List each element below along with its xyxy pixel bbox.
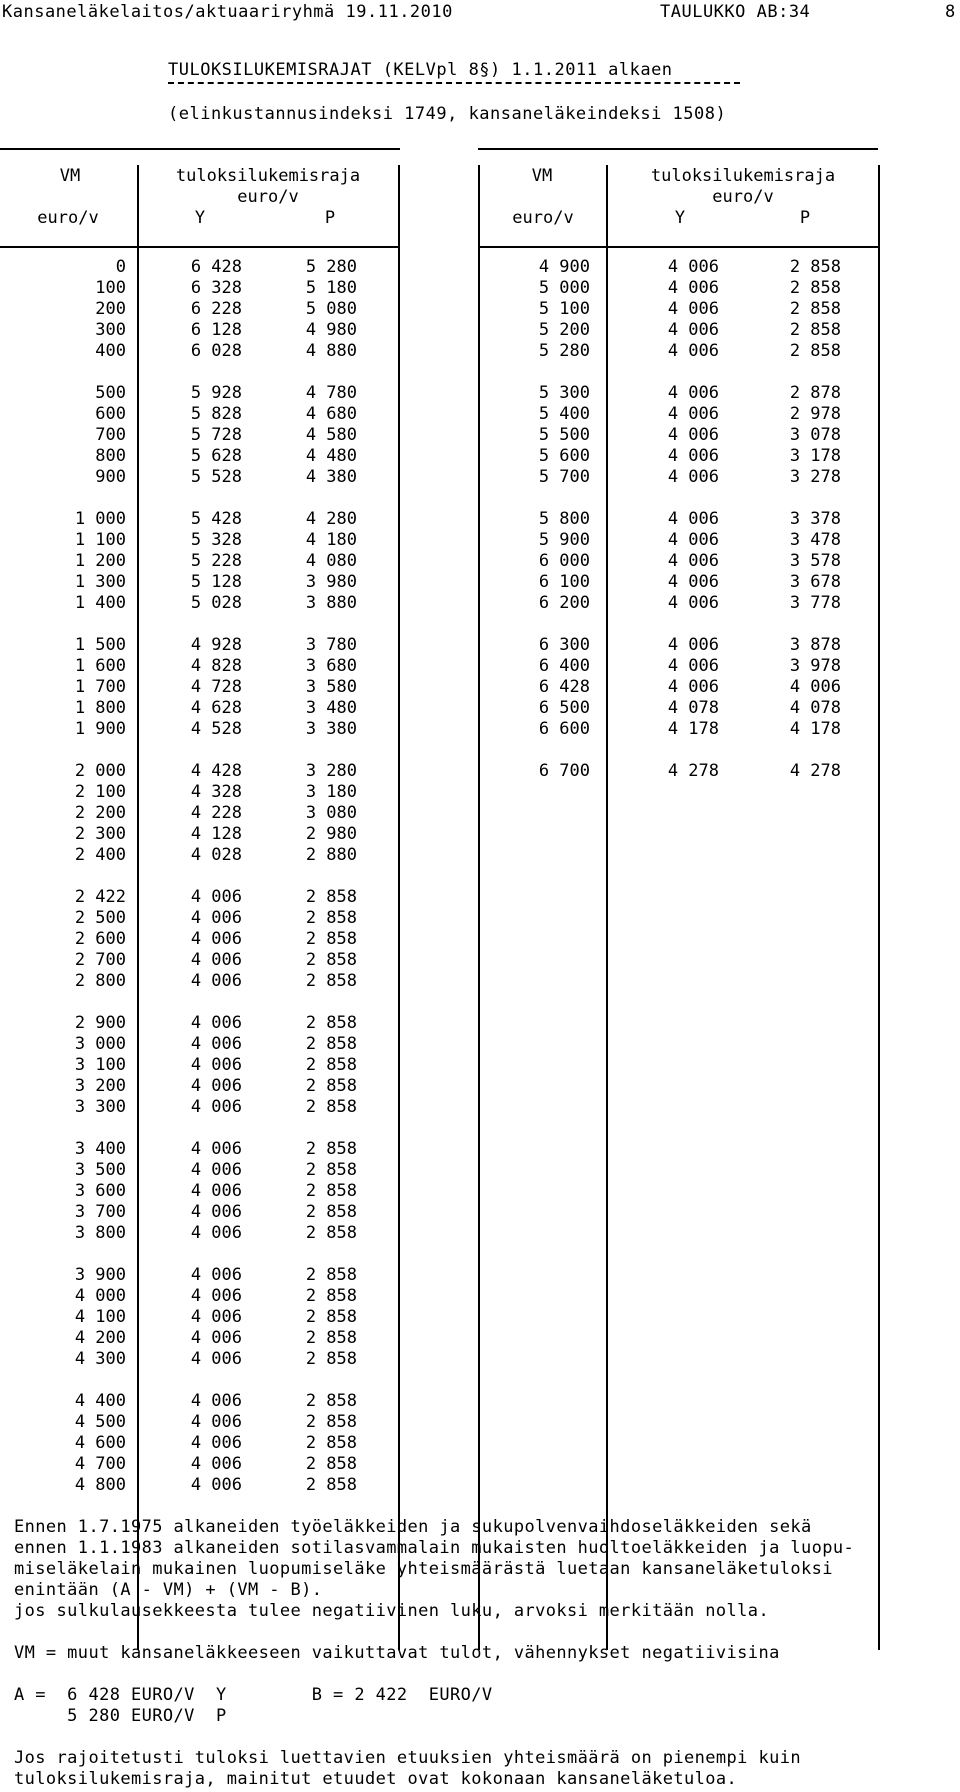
table-cell: 3 780 <box>305 635 357 655</box>
table-cell: 2 858 <box>305 1433 357 1453</box>
table-cell: 4 006 <box>190 1328 242 1348</box>
table-cell: 4 006 <box>190 1223 242 1243</box>
table-cell: 3 900 <box>74 1265 126 1285</box>
table-cell: 4 006 <box>667 404 719 424</box>
table-cell: 2 978 <box>789 404 841 424</box>
table-cell: 5 000 <box>538 278 590 298</box>
table-cell: 2 858 <box>305 1160 357 1180</box>
left-header-raja: tuloksilukemisraja <box>175 166 361 186</box>
table-cell: 2 700 <box>74 950 126 970</box>
left-header-unit: euro/v <box>237 187 299 207</box>
table-cell: 2 858 <box>305 1475 357 1495</box>
table-cell: 5 080 <box>305 299 357 319</box>
table-cell: 1 000 <box>74 509 126 529</box>
table-cell: 4 006 <box>190 1307 242 1327</box>
table-cell: 3 280 <box>305 761 357 781</box>
table-cell: 3 100 <box>74 1055 126 1075</box>
table-cell: 4 180 <box>305 530 357 550</box>
left-header-y: Y <box>194 208 206 228</box>
right-header-raja: tuloksilukemisraja <box>650 166 836 186</box>
table-cell: 2 858 <box>305 1076 357 1096</box>
table-cell: 5 700 <box>538 467 590 487</box>
table-cell: 5 928 <box>190 383 242 403</box>
table-cell: 4 006 <box>667 320 719 340</box>
table-cell: 3 600 <box>74 1181 126 1201</box>
table-cell: 4 078 <box>789 698 841 718</box>
table-cell: 4 800 <box>74 1475 126 1495</box>
table-cell: 2 858 <box>305 1265 357 1285</box>
table-cell: 2 880 <box>305 845 357 865</box>
table-cell: 4 828 <box>190 656 242 676</box>
table-cell: 5 228 <box>190 551 242 571</box>
table-cell: 4 006 <box>190 1391 242 1411</box>
table-cell: 2 858 <box>789 320 841 340</box>
table-cell: 4 006 <box>190 1034 242 1054</box>
table-cell: 2 858 <box>305 1454 357 1474</box>
table-cell: 2 858 <box>305 1307 357 1327</box>
right-col-divider-1 <box>606 165 608 1650</box>
table-cell: 300 <box>95 320 126 340</box>
left-col-divider-2 <box>398 165 400 1650</box>
table-cell: 3 400 <box>74 1139 126 1159</box>
table-cell: 4 006 <box>667 278 719 298</box>
table-cell: 4 006 <box>190 929 242 949</box>
table-cell: 4 006 <box>667 425 719 445</box>
table-cell: 2 858 <box>305 1391 357 1411</box>
table-cell: 2 858 <box>305 1013 357 1033</box>
right-header-y: Y <box>674 208 686 228</box>
table-cell: 4 006 <box>190 1055 242 1075</box>
table-cell: 2 858 <box>305 1034 357 1054</box>
table-cell: 4 006 <box>667 299 719 319</box>
table-cell: 5 280 <box>305 257 357 277</box>
table-cell: 3 680 <box>305 656 357 676</box>
table-cell: 6 428 <box>538 677 590 697</box>
table-cell: 2 858 <box>305 1328 357 1348</box>
table-cell: 4 780 <box>305 383 357 403</box>
table-cell: 2 980 <box>305 824 357 844</box>
table-cell: 2 200 <box>74 803 126 823</box>
table-cell: 4 280 <box>305 509 357 529</box>
table-cell: 3 800 <box>74 1223 126 1243</box>
table-cell: 4 006 <box>667 677 719 697</box>
table-cell: 3 980 <box>305 572 357 592</box>
table-cell: 1 200 <box>74 551 126 571</box>
table-cell: 1 600 <box>74 656 126 676</box>
table-cell: 4 400 <box>74 1391 126 1411</box>
table-cell: 6 300 <box>538 635 590 655</box>
table-cell: 200 <box>95 299 126 319</box>
right-header-vm: VM <box>531 166 553 186</box>
table-cell: 4 006 <box>667 257 719 277</box>
table-cell: 4 006 <box>667 656 719 676</box>
table-cell: 2 600 <box>74 929 126 949</box>
table-cell: 6 000 <box>538 551 590 571</box>
table-cell: 1 500 <box>74 635 126 655</box>
table-cell: 6 428 <box>190 257 242 277</box>
table-cell: 0 <box>115 257 126 277</box>
table-cell: 4 480 <box>305 446 357 466</box>
table-cell: 4 006 <box>190 1433 242 1453</box>
table-cell: 6 400 <box>538 656 590 676</box>
table-cell: 4 278 <box>789 761 841 781</box>
table-cell: 5 100 <box>538 299 590 319</box>
table-cell: 4 006 <box>667 572 719 592</box>
table-cell: 2 400 <box>74 845 126 865</box>
vm-definition: VM = muut kansaneläkkeeseen vaikuttavat tulot, vähennykset negatiivisina <box>14 1643 780 1663</box>
table-cell: 2 858 <box>789 341 841 361</box>
right-table-top-line <box>478 148 878 150</box>
table-cell: 3 580 <box>305 677 357 697</box>
left-col-divider-1 <box>137 165 139 1650</box>
table-cell: 4 228 <box>190 803 242 823</box>
table-cell: 1 800 <box>74 698 126 718</box>
note-line: Jos rajoitetusti tuloksi luettavien etuuksien yhteismäärä on pienempi kuin <box>14 1748 801 1768</box>
table-cell: 2 858 <box>789 299 841 319</box>
table-cell: 4 006 <box>667 509 719 529</box>
table-cell: 2 858 <box>305 1412 357 1432</box>
table-cell: 3 000 <box>74 1034 126 1054</box>
table-cell: 900 <box>95 467 126 487</box>
left-header-vm-unit: euro/v <box>37 208 99 228</box>
table-cell: 3 978 <box>789 656 841 676</box>
right-table-header-line <box>478 246 878 248</box>
table-cell: 4 006 <box>190 1076 242 1096</box>
table-cell: 4 006 <box>190 1454 242 1474</box>
table-cell: 3 678 <box>789 572 841 592</box>
a-b-values-line-1: A = 6 428 EURO/V Y B = 2 422 EURO/V <box>14 1685 493 1705</box>
table-cell: 4 006 <box>667 551 719 571</box>
table-cell: 5 900 <box>538 530 590 550</box>
table-cell: 3 778 <box>789 593 841 613</box>
table-cell: 3 378 <box>789 509 841 529</box>
table-cell: 5 800 <box>538 509 590 529</box>
table-cell: 4 006 <box>190 950 242 970</box>
note-line: tuloksilukemisraja, mainitut etuudet ovat kokonaan kansaneläketuloa. <box>14 1769 738 1789</box>
table-cell: 2 858 <box>305 1349 357 1369</box>
table-cell: 5 180 <box>305 278 357 298</box>
table-cell: 1 900 <box>74 719 126 739</box>
left-table-top-line <box>0 148 400 150</box>
table-cell: 4 328 <box>190 782 242 802</box>
table-cell: 3 478 <box>789 530 841 550</box>
right-header-p: P <box>799 208 811 228</box>
table-cell: 500 <box>95 383 126 403</box>
table-cell: 4 200 <box>74 1328 126 1348</box>
table-cell: 4 006 <box>667 530 719 550</box>
table-cell: 4 078 <box>667 698 719 718</box>
table-cell: 400 <box>95 341 126 361</box>
table-cell: 4 278 <box>667 761 719 781</box>
table-cell: 2 858 <box>305 1202 357 1222</box>
table-cell: 4 428 <box>190 761 242 781</box>
table-cell: 100 <box>95 278 126 298</box>
table-cell: 4 528 <box>190 719 242 739</box>
table-cell: 4 006 <box>190 1286 242 1306</box>
page-number: 8 <box>945 2 956 22</box>
table-cell: 2 858 <box>789 257 841 277</box>
table-cell: 5 328 <box>190 530 242 550</box>
table-cell: 4 006 <box>190 1265 242 1285</box>
table-cell: 2 858 <box>305 1055 357 1075</box>
table-cell: 2 858 <box>305 1139 357 1159</box>
table-cell: 2 878 <box>789 383 841 403</box>
table-cell: 4 128 <box>190 824 242 844</box>
table-cell: 6 600 <box>538 719 590 739</box>
table-cell: 5 728 <box>190 425 242 445</box>
table-cell: 4 006 <box>190 1412 242 1432</box>
table-cell: 2 300 <box>74 824 126 844</box>
table-cell: 4 028 <box>190 845 242 865</box>
table-cell: 3 700 <box>74 1202 126 1222</box>
note-line: jos sulkulausekkeesta tulee negatiivinen luku, arvoksi merkitään nolla. <box>14 1601 770 1621</box>
page-subtitle: (elinkustannusindeksi 1749, kansaneläkeindeksi 1508) <box>168 104 727 124</box>
table-cell: 4 680 <box>305 404 357 424</box>
table-cell: 2 858 <box>305 1181 357 1201</box>
table-cell: 4 006 <box>190 1097 242 1117</box>
table-cell: 4 380 <box>305 467 357 487</box>
table-cell: 4 006 <box>190 908 242 928</box>
table-cell: 2 422 <box>74 887 126 907</box>
table-cell: 4 300 <box>74 1349 126 1369</box>
note-line: ennen 1.1.1983 alkaneiden sotilasvammalain mukaisten huoltoeläkkeiden ja luopu- <box>14 1538 855 1558</box>
table-cell: 4 900 <box>538 257 590 277</box>
right-header-vm-unit: euro/v <box>512 208 574 228</box>
table-cell: 3 200 <box>74 1076 126 1096</box>
table-cell: 4 980 <box>305 320 357 340</box>
table-cell: 2 858 <box>305 971 357 991</box>
table-number: TAULUKKO AB:34 <box>660 2 811 22</box>
table-cell: 3 578 <box>789 551 841 571</box>
table-cell: 5 200 <box>538 320 590 340</box>
table-cell: 4 080 <box>305 551 357 571</box>
table-cell: 4 500 <box>74 1412 126 1432</box>
table-cell: 2 858 <box>305 887 357 907</box>
table-cell: 2 900 <box>74 1013 126 1033</box>
table-cell: 4 178 <box>667 719 719 739</box>
table-cell: 6 228 <box>190 299 242 319</box>
table-cell: 4 006 <box>190 1139 242 1159</box>
table-cell: 3 078 <box>789 425 841 445</box>
left-table-header-line <box>0 246 400 248</box>
table-cell: 3 178 <box>789 446 841 466</box>
table-cell: 4 600 <box>74 1433 126 1453</box>
table-cell: 4 928 <box>190 635 242 655</box>
table-cell: 5 600 <box>538 446 590 466</box>
table-cell: 5 500 <box>538 425 590 445</box>
table-cell: 2 000 <box>74 761 126 781</box>
right-col-divider-2 <box>878 165 880 1650</box>
table-cell: 4 006 <box>667 383 719 403</box>
table-cell: 1 300 <box>74 572 126 592</box>
table-cell: 2 858 <box>305 929 357 949</box>
table-cell: 4 006 <box>667 635 719 655</box>
table-cell: 5 300 <box>538 383 590 403</box>
table-cell: 2 858 <box>305 950 357 970</box>
table-cell: 1 400 <box>74 593 126 613</box>
right-header-unit: euro/v <box>712 187 774 207</box>
table-cell: 3 180 <box>305 782 357 802</box>
left-header-vm: VM <box>59 166 81 186</box>
table-cell: 6 700 <box>538 761 590 781</box>
table-cell: 4 006 <box>190 1349 242 1369</box>
table-cell: 5 428 <box>190 509 242 529</box>
table-cell: 4 006 <box>190 1202 242 1222</box>
table-cell: 4 628 <box>190 698 242 718</box>
table-cell: 6 328 <box>190 278 242 298</box>
table-cell: 2 858 <box>305 908 357 928</box>
table-cell: 5 528 <box>190 467 242 487</box>
note-line: miseläkelain mukainen luopumiseläke yhteismäärästä luetaan kansaneläketuloksi <box>14 1559 833 1579</box>
table-cell: 4 006 <box>190 1475 242 1495</box>
page-title: TULOKSILUKEMISRAJAT (KELVpl 8§) 1.1.2011 alkaen <box>168 60 673 80</box>
table-cell: 4 006 <box>190 1181 242 1201</box>
table-cell: 4 006 <box>190 887 242 907</box>
table-cell: 3 278 <box>789 467 841 487</box>
table-cell: 4 006 <box>667 467 719 487</box>
left-header-p: P <box>324 208 336 228</box>
table-cell: 2 100 <box>74 782 126 802</box>
table-cell: 600 <box>95 404 126 424</box>
table-cell: 2 800 <box>74 971 126 991</box>
table-cell: 5 400 <box>538 404 590 424</box>
table-cell: 6 128 <box>190 320 242 340</box>
table-cell: 800 <box>95 446 126 466</box>
table-cell: 2 500 <box>74 908 126 928</box>
table-cell: 4 006 <box>667 341 719 361</box>
table-cell: 4 006 <box>190 1160 242 1180</box>
table-cell: 4 006 <box>667 593 719 613</box>
table-cell: 3 300 <box>74 1097 126 1117</box>
table-cell: 4 100 <box>74 1307 126 1327</box>
title-underline <box>168 82 740 84</box>
table-cell: 6 100 <box>538 572 590 592</box>
table-cell: 4 580 <box>305 425 357 445</box>
table-cell: 1 700 <box>74 677 126 697</box>
table-cell: 5 628 <box>190 446 242 466</box>
table-cell: 3 480 <box>305 698 357 718</box>
table-cell: 4 880 <box>305 341 357 361</box>
table-cell: 5 028 <box>190 593 242 613</box>
table-cell: 2 858 <box>789 278 841 298</box>
table-cell: 4 700 <box>74 1454 126 1474</box>
table-cell: 5 828 <box>190 404 242 424</box>
note-line: enintään (A - VM) + (VM - B). <box>14 1580 323 1600</box>
table-cell: 3 080 <box>305 803 357 823</box>
table-cell: 3 880 <box>305 593 357 613</box>
table-cell: 2 858 <box>305 1286 357 1306</box>
table-cell: 2 858 <box>305 1097 357 1117</box>
table-cell: 3 878 <box>789 635 841 655</box>
table-cell: 6 028 <box>190 341 242 361</box>
note-line: Ennen 1.7.1975 alkaneiden työeläkkeiden ja sukupolvenvaihdoseläkkeiden sekä <box>14 1517 812 1537</box>
table-cell: 3 380 <box>305 719 357 739</box>
table-cell: 2 858 <box>305 1223 357 1243</box>
table-cell: 6 500 <box>538 698 590 718</box>
document-header-left: Kansaneläkelaitos/aktuaariryhmä 19.11.2010 <box>2 2 453 22</box>
table-cell: 4 178 <box>789 719 841 739</box>
table-cell: 6 200 <box>538 593 590 613</box>
table-cell: 5 128 <box>190 572 242 592</box>
table-cell: 4 006 <box>190 971 242 991</box>
table-cell: 700 <box>95 425 126 445</box>
table-cell: 4 006 <box>190 1013 242 1033</box>
table-cell: 3 500 <box>74 1160 126 1180</box>
table-cell: 1 100 <box>74 530 126 550</box>
table-cell: 4 006 <box>789 677 841 697</box>
table-cell: 4 006 <box>667 446 719 466</box>
table-cell: 5 280 <box>538 341 590 361</box>
table-cell: 4 728 <box>190 677 242 697</box>
table-cell: 4 000 <box>74 1286 126 1306</box>
a-b-values-line-2: 5 280 EURO/V P <box>14 1706 227 1726</box>
